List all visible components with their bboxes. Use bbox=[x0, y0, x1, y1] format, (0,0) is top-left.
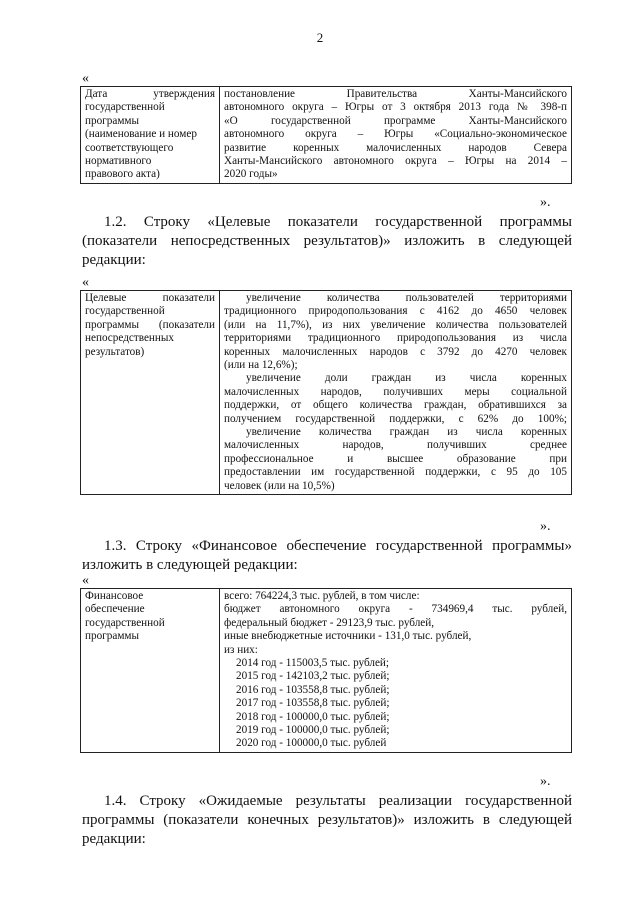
paragraph-1-4: 1.4. Строку «Ожидаемые результаты реализации государственной программы (показатели конечных результатов)» изложить в следующей редакции: bbox=[82, 793, 572, 847]
quote-open-2: « bbox=[82, 275, 89, 290]
quote-open-1: « bbox=[82, 71, 89, 86]
target-indicators-label: Целевые показатели государственной программы (показатели непосредственных результатов) bbox=[81, 291, 220, 495]
financing-value: всего: 764224,3 тыс. рублей, в том числе: бюджет автономного округа - 734969,4 тыс. рублей, федеральный бюджет - 29123,9 тыс. рублей, иные внебюджетные источники - 131,0 тыс. рублей, из них: 2014 год - 115003,5 тыс. рублей; 2015 год - 142103,2 тыс. рублей; 2016 год - 103558,8 тыс. рублей; 2017 год - 103558,8 тыс. рублей; 2018 год - 100000,0 тыс. рублей; 2019 год - 100000,0 тыс. рублей; 2020 год - 100000,0 тыс. рублей bbox=[220, 589, 572, 753]
quote-close-3: ». bbox=[540, 774, 551, 789]
paragraph-1-3: 1.3. Строку «Финансовое обеспечение государственной программы» изложить в следующей редакции: bbox=[82, 538, 572, 573]
approval-date-table bbox=[80, 86, 572, 184]
approval-date-label: Дата утверждения государственной программы (наименование и номер соответствующего нормативного правового акта) bbox=[81, 87, 220, 184]
target-indicators-value: увеличение количества пользователей территориями традиционного природопользования с 4162 до 4650 человек (или на 11,7%), из них увеличение количества пользователей территориями традиционного природопользования из числа коренных малочисленных народов с 3792 до 4270 человек (или на 12,6%); увеличение доли граждан из числа коренных малочисленных народов, получивших меры социальной поддержки, от общего количества граждан, обратившихся за получением государственной поддержки, с 62% до 100%; увеличение количества граждан из числа коренных малочисленных народов, получивших среднее профессиональное и высшее образование при предоставлении им государственной поддержки, с 95 до 105 человек (или на 10,5%) bbox=[220, 291, 572, 495]
quote-close-2: ». bbox=[540, 519, 551, 534]
financing-label: Финансовое обеспечение государственной программы bbox=[81, 589, 220, 753]
quote-close-1: ». bbox=[540, 195, 551, 210]
quote-open-3: « bbox=[82, 573, 89, 588]
approval-date-value: постановление Правительства Ханты-Мансийского автономного округа – Югры от 3 октября 2013 года № 398-п «О государственной программе Ханты-Мансийского автономного округа – Югры «Социально-экономическое развитие коренных малочисленных народов Севера Ханты-Мансийского автономного округа – Югры на 2014 – 2020 годы» bbox=[220, 87, 572, 184]
page-number: 2 bbox=[316, 30, 324, 45]
paragraph-1-2: 1.2. Строку «Целевые показатели государственной программы (показатели непосредственных результатов)» изложить в следующей редакции: bbox=[82, 214, 572, 268]
financing-table bbox=[80, 588, 572, 753]
target-indicators-table bbox=[80, 290, 572, 495]
